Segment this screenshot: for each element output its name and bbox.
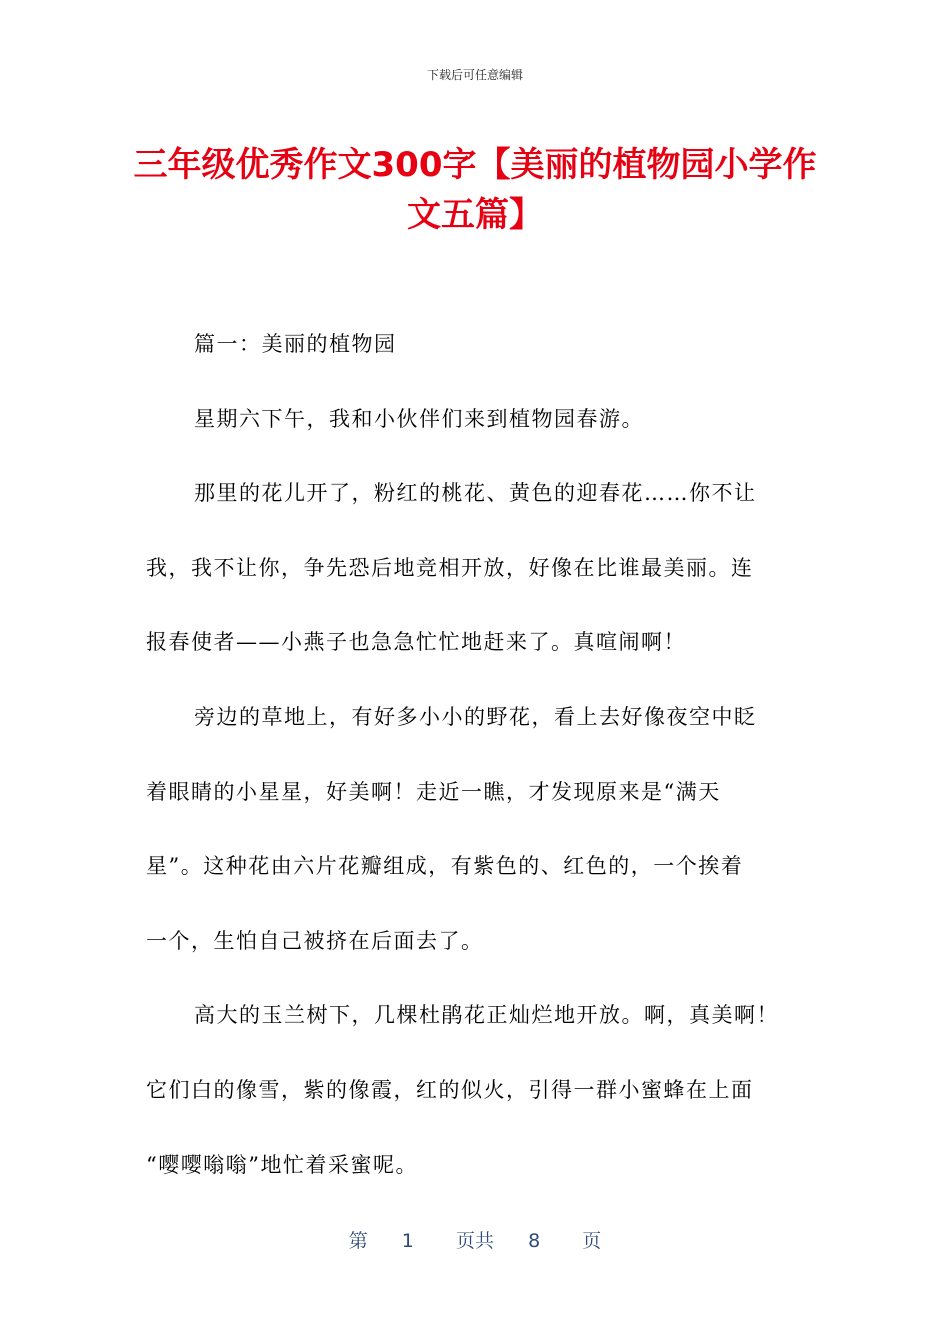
text-line: 着眼睛的小星星，好美啊！走近一瞧，才发现原来是“满天 <box>146 779 721 804</box>
text-line: “嘤嘤嗡嗡”地忙着采蜜呢。 <box>146 1152 418 1177</box>
footer-page-prefix: 第 <box>348 1230 368 1252</box>
footer-page-suffix: 页 <box>582 1230 602 1252</box>
page-footer <box>0 1226 950 1253</box>
text-line: 我，我不让你，争先恐后地竞相开放，好像在比谁最美丽。连 <box>146 555 754 580</box>
body-text <box>146 320 806 1215</box>
text-line: 高大的玉兰树下，几棵杜鹃花正灿烂地开放。啊，真美啊！ <box>194 1003 779 1028</box>
text-line: 星期六下午，我和小伙伴们来到植物园春游。 <box>194 406 644 431</box>
text-line: 报春使者——小燕子也急急忙忙地赶来了。真喧闹啊！ <box>146 630 686 655</box>
text-line: 它们白的像雪，紫的像霞，红的似火，引得一群小蜜蜂在上面 <box>146 1077 754 1102</box>
document-title: 三年级优秀作文300字【美丽的植物园小学作文五篇】 <box>133 145 817 235</box>
footer-current-page: 1 <box>401 1230 414 1252</box>
text-line: 那里的花儿开了，粉红的桃花、黄色的迎春花……你不让 <box>194 481 757 506</box>
text-line: 星”。这种花由六片花瓣组成，有紫色的、红色的，一个挨着 <box>146 854 744 879</box>
text-line: 篇一：美丽的植物园 <box>194 332 397 356</box>
text-line: 旁边的草地上，有好多小小的野花，看上去好像夜空中眨 <box>194 704 757 729</box>
text-line: 一个，生怕自己被挤在后面去了。 <box>146 928 484 953</box>
header-note: 下载后可任意编辑 <box>426 68 523 82</box>
footer-page-mid: 页共 <box>455 1230 494 1252</box>
footer-total-pages: 8 <box>528 1230 541 1252</box>
